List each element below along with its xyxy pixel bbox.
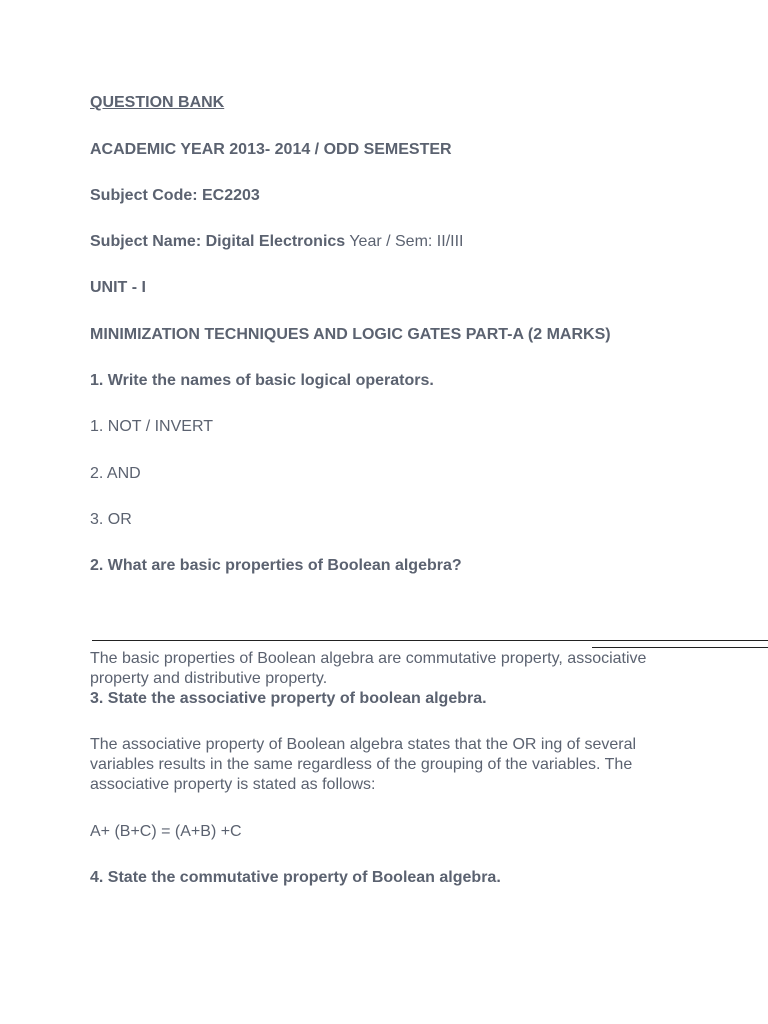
answer-item: 2. AND — [90, 465, 141, 482]
unit-heading: UNIT - I — [90, 279, 146, 296]
divider-line — [92, 640, 768, 641]
answer-item: 1. NOT / INVERT — [90, 418, 213, 435]
section-title: MINIMIZATION TECHNIQUES AND LOGIC GATES PART-A (2 MARKS) — [90, 326, 611, 343]
academic-year: ACADEMIC YEAR 2013- 2014 / ODD SEMESTER — [90, 141, 452, 158]
document-title: QUESTION BANK — [90, 94, 225, 111]
formula: A+ (B+C) = (A+B) +C — [90, 823, 242, 840]
question-3: 3. State the associative property of boolean algebra. — [90, 690, 487, 707]
question-2: 2. What are basic properties of Boolean algebra? — [90, 557, 462, 574]
year-sem: Year / Sem: II/III — [345, 233, 464, 250]
subject-name-line — [90, 232, 463, 252]
subject-code: Subject Code: EC2203 — [90, 187, 260, 204]
subject-name: Subject Name: Digital Electronics — [90, 233, 346, 250]
divider-line — [592, 647, 768, 648]
answer-2: The basic properties of Boolean algebra are commutative property, associative property and distributive property. — [90, 650, 647, 687]
question-4: 4. State the commutative property of Boolean algebra. — [90, 869, 501, 886]
question-1: 1. Write the names of basic logical operators. — [90, 372, 434, 389]
answer-3: The associative property of Boolean algebra states that the OR ing of several variables results in the same regardless of the grouping of the variables. The associative property is stated as follows: — [90, 736, 637, 793]
answer-item: 3. OR — [90, 511, 132, 528]
